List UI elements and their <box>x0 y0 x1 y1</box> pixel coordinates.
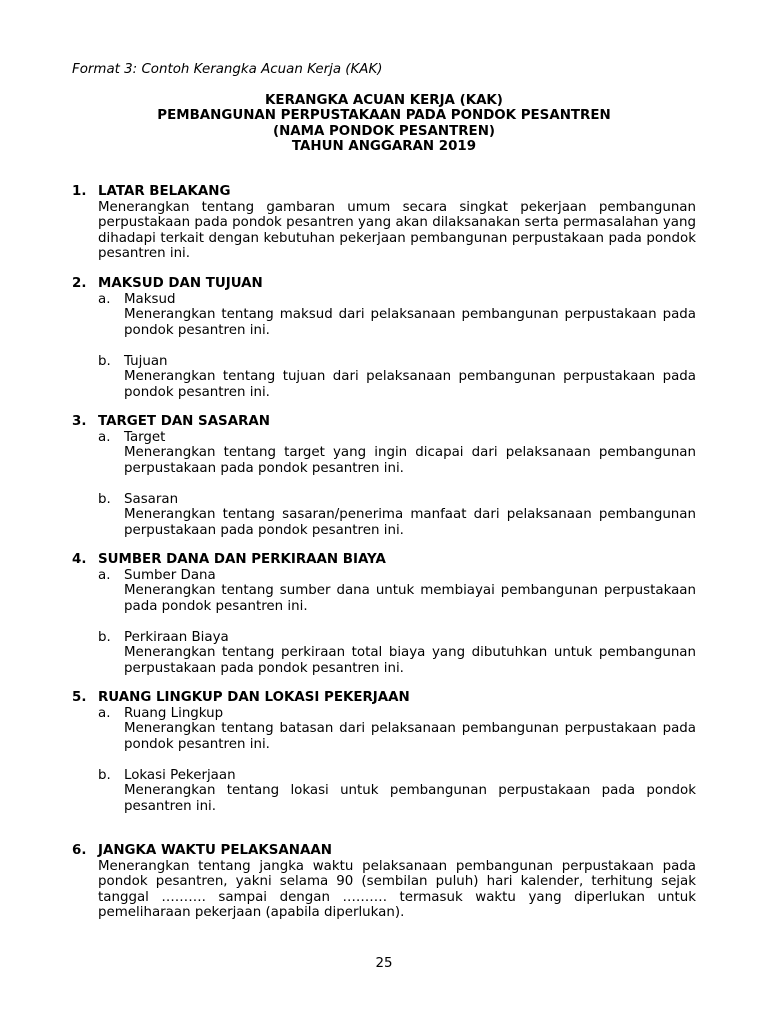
subsection-text: Menerangkan tentang tujuan dari pelaksanaan pembangunan perpustakaan pada pondok pesantren ini. <box>124 369 696 400</box>
title-line-1: KERANGKA ACUAN KERJA (KAK) <box>265 93 503 108</box>
section-number: 2. <box>72 276 87 291</box>
section-text: Menerangkan tentang jangka waktu pelaksanaan pembangunan perpustakaan pada pondok pesantren, yakni selama 90 (sembilan puluh) hari kalender, terhitung sejak tanggal ………. sampai dengan ………. termasuk waktu yang diperlukan untuk pemeliharaan pekerjaan (apabila diperlukan). <box>98 858 696 920</box>
title-line-3: (NAMA PONDOK PESANTREN) <box>272 123 496 139</box>
section-title: LATAR BELAKANG <box>98 184 231 199</box>
section-heading <box>72 414 696 430</box>
subsection-lokasi-pekerjaan <box>72 768 696 815</box>
section-number: 1. <box>72 184 87 199</box>
section-ruang-lingkup <box>72 690 696 814</box>
subsection-label: a. <box>98 705 111 721</box>
section-title: SUMBER DANA DAN PERKIRAAN BIAYA <box>98 552 386 567</box>
subsection-tujuan <box>72 354 696 401</box>
subsection-label: b. <box>98 353 111 369</box>
subsection-label: b. <box>98 767 111 783</box>
section-number: 3. <box>72 414 87 429</box>
subsection-label: b. <box>98 629 111 645</box>
subsection-label: a. <box>98 429 111 445</box>
subsection-text: Menerangkan tentang batasan dari pelaksanaan pembangunan perpustakaan pada pondok pesantren ini. <box>124 721 696 752</box>
section-sumber-dana <box>72 552 696 676</box>
subsection-title: Tujuan <box>124 353 168 369</box>
subsection-label: a. <box>98 291 111 307</box>
section-title: TARGET DAN SASARAN <box>98 414 270 429</box>
section-target-dan-sasaran <box>72 414 696 538</box>
subsection-text: Menerangkan tentang perkiraan total biaya yang dibutuhkan untuk pembangunan perpustakaan pada pondok pesantren ini. <box>124 645 696 676</box>
section-number: 5. <box>72 690 87 705</box>
subsection-title: Sasaran <box>124 491 179 507</box>
subsection-title: Maksud <box>124 291 176 307</box>
subsection-label: b. <box>98 491 111 507</box>
subsection-label: a. <box>98 567 111 583</box>
section-number: 4. <box>72 552 87 567</box>
section-heading <box>72 276 696 292</box>
subsection-title: Ruang Lingkup <box>124 705 224 721</box>
section-title: MAKSUD DAN TUJUAN <box>98 276 263 291</box>
page-number: 25 <box>375 956 393 971</box>
subsection-title: Sumber Dana <box>124 567 216 583</box>
subsection-text: Menerangkan tentang sasaran/penerima manfaat dari pelaksanaan pembangunan perpustakaan pada pondok pesantren ini. <box>124 507 696 538</box>
section-text: Menerangkan tentang gambaran umum secara singkat pekerjaan pembangunan perpustakaan pada pondok pesantren yang akan dilaksanakan serta permasalahan yang dihadapi terkait dengan kebutuhan pekerjaan pembangunan perpustakaan pada pondok pesantren ini. <box>98 199 696 261</box>
subsection-target <box>72 430 696 477</box>
subsection-title: Lokasi Pekerjaan <box>124 767 236 783</box>
subsection-text: Menerangkan tentang lokasi untuk pembangunan perpustakaan pada pondok pesantren ini. <box>124 783 696 814</box>
section-heading <box>72 690 696 706</box>
section-heading <box>72 843 696 859</box>
title-line-2: PEMBANGUNAN PERPUSTAKAAN PADA PONDOK PESANTREN <box>157 108 611 124</box>
section-heading <box>72 552 696 568</box>
section-latar-belakang <box>72 184 696 262</box>
section-number: 6. <box>72 843 87 858</box>
subsection-text: Menerangkan tentang maksud dari pelaksanaan pembangunan perpustakaan pada pondok pesantren ini. <box>124 307 696 338</box>
section-maksud-dan-tujuan <box>72 276 696 400</box>
subsection-ruang-lingkup <box>72 706 696 753</box>
subsection-title: Perkiraan Biaya <box>124 629 229 645</box>
subsection-perkiraan-biaya <box>72 630 696 677</box>
section-heading <box>72 184 696 200</box>
subsection-maksud <box>72 292 696 339</box>
section-title: JANGKA WAKTU PELAKSANAAN <box>98 843 332 858</box>
title-line-4: TAHUN ANGGARAN 2019 <box>291 139 477 155</box>
format-caption: Format 3: Contoh Kerangka Acuan Kerja (KAK) <box>72 62 383 77</box>
section-title: RUANG LINGKUP DAN LOKASI PEKERJAAN <box>98 690 410 705</box>
subsection-text: Menerangkan tentang sumber dana untuk membiayai pembangunan perpustakaan pada pondok pesantren ini. <box>124 583 696 614</box>
document-title <box>72 93 696 155</box>
subsection-text: Menerangkan tentang target yang ingin dicapai dari pelaksanaan pembangunan perpustakaan pada pondok pesantren ini. <box>124 445 696 476</box>
subsection-title: Target <box>124 429 166 445</box>
section-jangka-waktu <box>72 843 696 921</box>
subsection-sumber-dana <box>72 568 696 615</box>
subsection-sasaran <box>72 492 696 539</box>
